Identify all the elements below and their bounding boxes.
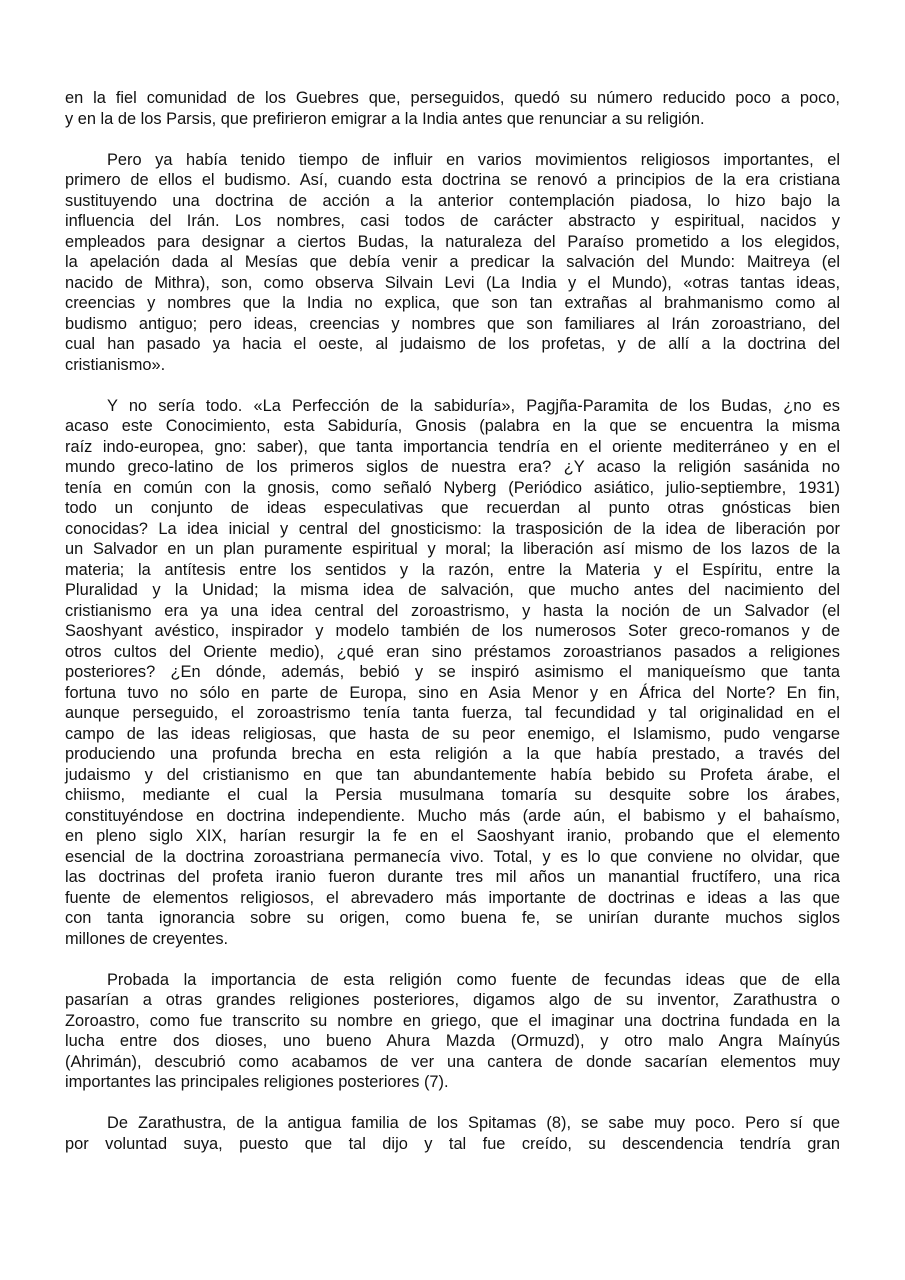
text-line: influencia del Irán. Los nombres, casi todos de carácter abstracto y espiritual, nacidos y: [65, 212, 840, 230]
text-line: en pleno siglo XIX, harían resurgir la fe en el Saoshyant iranio, probando que el elemento: [65, 827, 840, 845]
text-line: mundo greco-latino de los primeros siglos de nuestra era? ¿Y acaso la religión sasánida no: [65, 458, 840, 476]
text-line: fuente de elementos religiosos, el abrevadero más importante de doctrinas e ideas a las que: [65, 888, 840, 907]
paragraph: [65, 970, 840, 1093]
text-line: judaismo y del cristianismo en que tan abundantemente había bebido su Profeta árabe, el: [65, 765, 840, 784]
text-line: por voluntad suya, puesto que tal dijo y tal fue creído, su descendencia tendría gran: [65, 1134, 840, 1153]
text-line: importantes las principales religiones posteriores (7).: [65, 1073, 449, 1091]
text-line: cristianismo».: [65, 355, 166, 374]
paragraph: [65, 150, 840, 376]
text-line: fortuna tuvo no sólo en parte de Europa, sino en Asia Menor y en África del Norte? En fin,: [65, 683, 840, 702]
text-line: esencial de la doctrina zoroastriana permanecía vivo. Total, y es lo que conviene no olvidar, que: [65, 847, 840, 866]
text-line: sustituyendo una doctrina de acción a la anterior contemplación piadosa, lo hizo bajo la: [65, 191, 840, 210]
text-line: con tanta ignorancia sobre su origen, como buena fe, se unirían durante muchos siglos: [65, 909, 840, 927]
document-page: [65, 88, 840, 1175]
text-line: materia; la antítesis entre los sentidos y la razón, entre la Materia y el Espíritu, entre la: [65, 560, 840, 579]
text-line: produciendo una profunda brecha en esta religión a la que había prestado, a través del: [65, 745, 840, 763]
text-line: cristianismo era ya una idea central del zoroastrismo, y hasta la noción de un Salvador (el: [65, 601, 840, 620]
text-line: campo de las ideas religiosas, que hasta de su peor enemigo, el Islamismo, pudo vengarse: [65, 724, 840, 743]
text-line: creencias y nombres que la India no explica, que son tan extrañas al brahmanismo como al: [65, 294, 840, 312]
paragraph: [65, 396, 840, 950]
text-line: (Ahrimán), descubrió como acabamos de ver una cantera de donde sacarían elementos muy: [65, 1052, 840, 1071]
text-line: lucha entre dos dioses, uno bueno Ahura Mazda (Ormuzd), y otro malo Angra Maínyús: [65, 1032, 840, 1050]
text-line: en la fiel comunidad de los Guebres que, perseguidos, quedó su número reducido poco a poco,: [65, 89, 840, 107]
text-line: las doctrinas del profeta iranio fueron durante tres mil años un manantial fructífero, una rica: [65, 868, 840, 886]
text-line: De Zarathustra, de la antigua familia de los Spitamas (8), se sabe muy poco. Pero sí que: [107, 1114, 840, 1132]
text-line: aunque perseguido, el zoroastrismo tenía tanta fuerza, tal fecundidad y tal originalidad en el: [65, 704, 840, 722]
text-line: un Salvador en un plan puramente espiritual y moral; la liberación así mismo de los lazos de la: [65, 540, 840, 558]
text-line: chiismo, mediante el cual la Persia musulmana tomaría su desquite sobre los árabes,: [65, 786, 840, 804]
text-line: Zoroastro, como fue transcrito su nombre en griego, que el imaginar una doctrina fundada en la: [65, 1011, 840, 1030]
text-line: primero de ellos el budismo. Así, cuando esta doctrina se renovó a principios de la era cristiana: [65, 171, 840, 189]
text-line: tenía en común con la gnosis, como señaló Nyberg (Periódico asiático, julio-septiembre, 1931): [65, 478, 840, 497]
text-line: empleados para designar a ciertos Budas, la naturaleza del Paraíso prometido a los elegidos,: [65, 232, 840, 251]
text-line: nacido de Mithra), son, como observa Silvain Levi (La India y el Mundo), «otras tantas ideas,: [65, 273, 840, 292]
text-line: otros cultos del Oriente medio), ¿qué eran sino préstamos zoroastrianos pasados a religiones: [65, 642, 840, 661]
text-line: Saoshyant avéstico, inspirador y modelo también de los numerosos Soter greco-romanos y de: [65, 622, 840, 640]
text-line: todo un conjunto de ideas especulativas que recuerdan al punto otras gnósticas bien: [65, 499, 840, 517]
text-line: la apelación dada al Mesías que debía venir a predicar la salvación del Mundo: Maitreya (el: [65, 253, 840, 271]
text-line: Y no sería todo. «La Perfección de la sabiduría», Pagjña-Paramita de los Budas, ¿no es: [107, 396, 840, 415]
text-line: conocidas? La idea inicial y central del gnosticismo: la trasposición de la idea de liberación por: [65, 519, 840, 538]
text-line: posteriores? ¿En dónde, además, bebió y se inspiró asimismo el maniqueísmo que tanta: [65, 663, 840, 681]
paragraph: [65, 88, 840, 129]
text-line: budismo antiguo; pero ideas, creencias y nombres que son familiares al Irán zoroastriano, del: [65, 314, 840, 333]
text-line: acaso este Conocimiento, esta Sabiduría, Gnosis (palabra en la que se encuentra la misma: [65, 417, 840, 435]
text-line: constituyéndose en doctrina independiente. Mucho más (arde aún, el babismo y el bahaísmo,: [65, 806, 840, 825]
text-line: millones de creyentes.: [65, 929, 229, 948]
text-line: y en la de los Parsis, que prefirieron emigrar a la India antes que renunciar a su religión.: [65, 109, 705, 128]
text-line: cual han pasado ya hacia el oeste, al judaismo de los profetas, y de allí a la doctrina del: [65, 335, 840, 353]
paragraph: [65, 1113, 840, 1154]
text-line: Pero ya había tenido tiempo de influir en varios movimientos religiosos importantes, el: [107, 150, 840, 169]
text-line: raíz indo-europea, gno: saber), que tanta importancia tendría en el oriente mediterráneo y en el: [65, 437, 840, 456]
text-line: Pluralidad y la Unidad; la misma idea de salvación, que mucho antes del nacimiento del: [65, 581, 840, 599]
text-line: pasarían a otras grandes religiones posteriores, digamos algo de su inventor, Zarathustra o: [65, 991, 840, 1009]
text-line: Probada la importancia de esta religión como fuente de fecundas ideas que de ella: [107, 970, 840, 989]
